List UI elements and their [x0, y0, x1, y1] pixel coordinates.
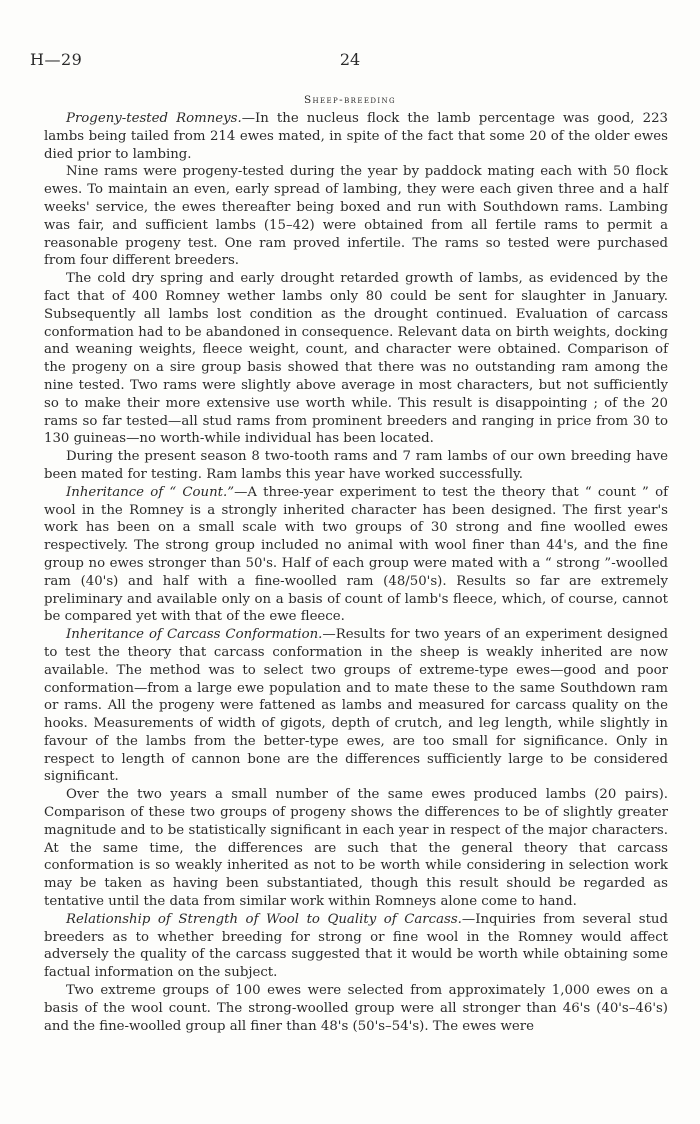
paragraph: [44, 484, 668, 626]
paragraph-text: During the present season 8 two-tooth rams and 7 ram lambs of our own breeding have been mated for testing. Ram lambs this year have worked successfully.: [44, 449, 668, 482]
paragraph: [44, 626, 668, 786]
paragraph-heading: Inheritance of “ Count.”: [66, 484, 235, 500]
paragraph-text: —Results for two years of an experiment designed to test the theory that carcass conformation in the sheep is weakly inherited are now available. The method was to select two groups of extreme-type ewes—good and poor conformation—from a large ewe population and to mate these to the same Southdown ram or rams. All the progeny were fattened as lambs and measured for carcass quality on the hooks. Measurements of width of gigots, depth of crutch, and leg length, while slightly in favour of the lambs from the better-type ewes, are too small for significance. Only in respect to length of cannon bone are the differences sufficiently large to be considered significant.: [44, 627, 668, 785]
page-number: 24: [339, 50, 361, 69]
paragraph: [44, 110, 668, 163]
paragraph-text: —Inquiries from several stud breeders as to whether breeding for strong or fine wool in the Romney would affect adversely the quality of the carcass suggested that it would be worth while obtaining some factual information on the subject.: [44, 911, 668, 981]
paragraph: [44, 448, 668, 484]
paragraph-text: Nine rams were progeny-tested during the year by paddock mating each with 50 flock ewes. To maintain an even, early spread of lambing, they were each given three and a half weeks' service, the ewes thereafter being boxed and run with Southdown rams. Lambing was fair, and sufficient lambs (15–42) were obtained from all fertile rams to permit a reasonable progeny test. One ram proved infertile. The rams so tested were purchased from four different breeders.: [44, 164, 668, 269]
paragraph-text: Two extreme groups of 100 ewes were selected from approximately 1,000 ewes on a basis of the wool count. The strong-woolled group were all stronger than 46's (40's–46's) and the fine-woolled group all finer than 48's (50's–54's). The ewes were: [44, 983, 668, 1034]
paragraph-heading: Progeny-tested Romneys.: [66, 111, 242, 126]
paragraph: [44, 982, 668, 1035]
paragraph-text: The cold dry spring and early drought retarded growth of lambs, as evidenced by the fact that of 400 Romney wether lambs only 80 could be sent for slaughter in January. Subsequently all lambs lost condition as the drought continued. Evaluation of carcass conformation had to be abandoned in consequence. Relevant data on birth weights, docking and weaning weights, fleece weight, count, and character were obtained. Comparison of the progeny on a sire group basis showed that there was no outstanding ram among the nine tested. Two rams were slightly above average in most characters, but not sufficiently so to make their more extensive use worth while. This result is disappointing ; of the 20 rams so far tested—all stud rams from prominent breeders and ranging in price from 30 to 130 guineas—no worth-while individual has been located.: [44, 271, 668, 447]
page-header: [30, 50, 670, 74]
section-heading: Sheep-breeding: [303, 94, 397, 106]
paragraph: [44, 270, 668, 448]
paragraph-heading: Inheritance of Carcass Conformation.: [66, 627, 323, 643]
body-text: [44, 110, 668, 1035]
paragraph-text: —In the nucleus flock the lamb percentage was good, 223 lambs being tailed from 214 ewes mated, in spite of the fact that some 20 of the older ewes died prior to lambing.: [44, 111, 668, 162]
paragraph-text: —A three-year experiment to test the theory that “ count ” of wool in the Romney is a strongly inherited character has been designed. The first year's work has been on a small scale with two groups of 30 strong and fine woolled ewes respectively. The strong group included no animal with wool finer than 44's, and the fine group no ewes stronger than 50's. Half of each group were mated with a “ strong ”-woolled ram (40's) and half with a fine-woolled ram (48/50's). Results so far are extremely preliminary and available only on a basis of count of lamb's fleece, which, of course, cannot be compared yet with that of the ewe fleece.: [44, 484, 669, 625]
paragraph-heading: Relationship of Strength of Wool to Quality of Carcass.: [66, 911, 462, 927]
document-code: H—29: [30, 50, 83, 69]
paragraph: [44, 163, 668, 270]
paragraph: [44, 786, 668, 911]
paragraph-text: Over the two years a small number of the same ewes produced lambs (20 pairs). Comparison of these two groups of progeny shows the differences to be of slightly greater magnitude and to be statistically significant in each year in respect of the major characters. At the same time, the differences are such that the general theory that carcass conformation is so weakly inherited as not to be worth while considering in selection work may be taken as having been substantiated, though this result should be regarded as tentative until the data from similar work within Romneys alone come to hand.: [44, 787, 668, 910]
paragraph: [44, 911, 668, 982]
